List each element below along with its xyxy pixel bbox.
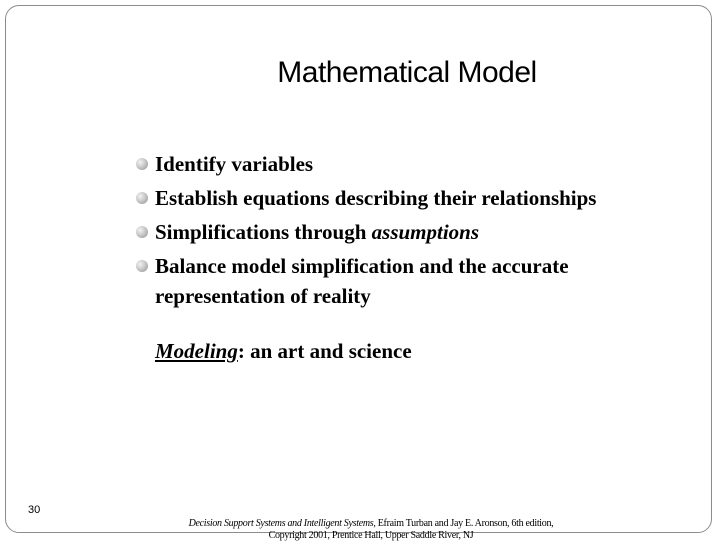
footer-citation — [156, 518, 586, 542]
bullet-item-identify-variables — [136, 149, 696, 179]
bullet-text-plain: Simplifications through — [155, 220, 372, 244]
gray-sphere-bullet-icon — [136, 226, 148, 238]
bullet-item-establish-equations — [136, 183, 696, 213]
modeling-statement — [155, 339, 412, 364]
modeling-term: Modeling — [155, 339, 238, 363]
footer-book-title: Decision Support Systems and Intelligent Systems, — [188, 518, 376, 529]
bullet-text-emphasis: assumptions — [371, 220, 480, 244]
bullet-item-balance-model — [136, 251, 696, 311]
bullet-list — [136, 149, 696, 315]
bullet-text — [155, 220, 479, 244]
bullet-text: Establish equations describing their relationships — [155, 186, 597, 210]
slide-frame — [5, 5, 712, 541]
bullet-text: Identify variables — [155, 152, 314, 176]
footer-citation-line1: Efraim Turban and Jay E. Aronson, 6th edition, — [375, 518, 554, 529]
footer-citation-line2: Copyright 2001, Prentice Hall, Upper Saddle River, NJ — [268, 530, 474, 541]
gray-sphere-bullet-icon — [136, 260, 148, 272]
bullet-text: Balance model simplification and the accurate representation of reality — [155, 254, 569, 308]
page-number: 30 — [28, 504, 41, 516]
gray-sphere-bullet-icon — [136, 192, 148, 204]
gray-sphere-bullet-icon — [136, 158, 148, 170]
bullet-item-simplifications — [136, 217, 696, 247]
slide-title: Mathematical Model — [277, 56, 537, 89]
modeling-rest: : an art and science — [237, 339, 412, 363]
